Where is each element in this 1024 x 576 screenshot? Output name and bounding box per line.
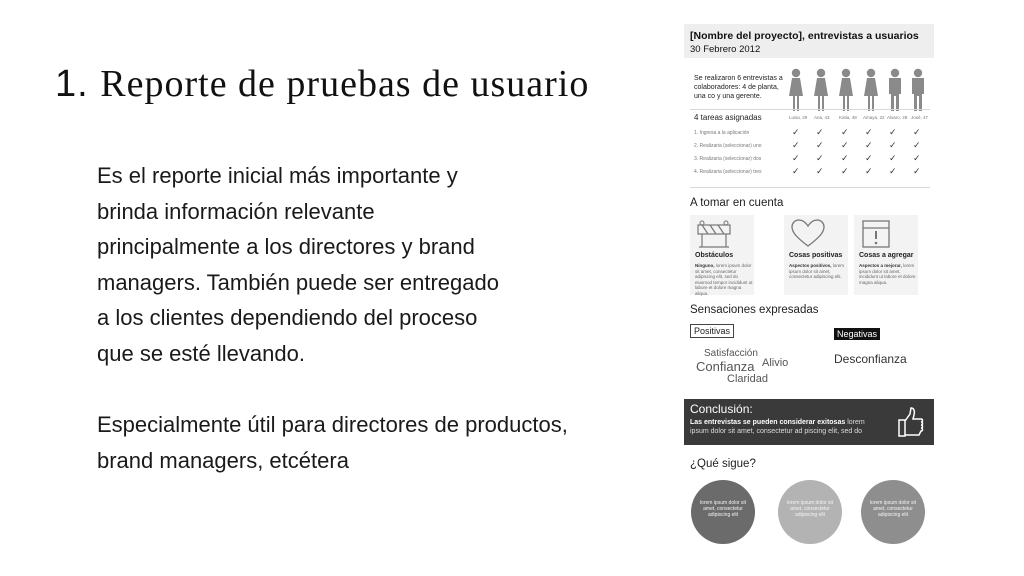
check-icon: ✓ xyxy=(841,153,849,163)
positive-word: Confianza xyxy=(696,359,755,374)
card-positive xyxy=(784,215,848,295)
report-date: 30 Febrero 2012 xyxy=(690,44,761,55)
participant-name: Katia, 48 xyxy=(839,115,857,120)
card-description: Aspectos positivos, lorem ipsum dolor sit amet, consectetur adipiscing elit. xyxy=(789,263,845,279)
check-icon: ✓ xyxy=(792,140,800,150)
check-icon: ✓ xyxy=(841,127,849,137)
conclusion-text: Las entrevistas se pueden considerar exitosas lorem ipsum dolor sit amet, consectetur ad piscing elit, sed do xyxy=(690,419,865,435)
report-mockup xyxy=(684,24,934,546)
card-title: Cosas a agregar xyxy=(859,252,914,259)
title-number: 1. xyxy=(55,63,89,105)
positive-tag: Positivas xyxy=(690,324,734,338)
check-icon: ✓ xyxy=(865,153,873,163)
check-icon: ✓ xyxy=(889,140,897,150)
check-icon: ✓ xyxy=(816,153,824,163)
participant-name: Amaya, 22 xyxy=(863,115,885,120)
body-line: que se esté llevando. xyxy=(97,340,305,366)
barrier-icon xyxy=(696,219,732,249)
check-icon: ✓ xyxy=(841,166,849,176)
body-line: Especialmente útil para directores de productos, xyxy=(97,412,568,437)
check-icon: ✓ xyxy=(889,127,897,137)
task-item: 4. Realizaria (seleccionar) tres xyxy=(694,169,762,175)
check-icon: ✓ xyxy=(865,166,873,176)
participant-name: Alvaro, 28 xyxy=(887,115,908,120)
card-title: Cosas positivas xyxy=(789,252,843,259)
body-line: brinda información relevante xyxy=(97,198,375,224)
body-line: managers. También puede ser entregado xyxy=(97,269,499,295)
negative-tag: Negativas xyxy=(834,328,880,340)
card-obstacles xyxy=(690,215,754,295)
participants-figures xyxy=(784,68,929,114)
check-icon: ✓ xyxy=(889,153,897,163)
check-icon: ✓ xyxy=(816,166,824,176)
check-icon: ✓ xyxy=(816,127,824,137)
man-icon xyxy=(908,68,928,112)
report-intro: Se realizaron 6 entrevistas a colaboradores: 4 de planta, una co y una gerente. xyxy=(694,75,783,100)
woman-icon xyxy=(836,68,856,112)
positive-word: Satisfacción xyxy=(704,348,758,359)
slide-title xyxy=(55,62,589,106)
conclusion-title: Conclusión: xyxy=(690,402,753,416)
conclusion-box xyxy=(684,399,934,445)
participant-name: Ana, 43 xyxy=(814,115,830,120)
check-icon: ✓ xyxy=(841,140,849,150)
heart-icon xyxy=(790,219,826,249)
next-step-text: lorem ipsum dolor sit amet, consectetur adipiscing elit xyxy=(869,500,917,518)
negative-word: Desconfianza xyxy=(834,352,907,366)
check-icon: ✓ xyxy=(865,140,873,150)
positive-word: Claridad xyxy=(727,373,768,385)
next-step-text: lorem ipsum dolor sit amet, consectetur adipiscing elit xyxy=(786,500,834,518)
check-icon: ✓ xyxy=(816,140,824,150)
divider xyxy=(690,109,930,110)
check-icon: ✓ xyxy=(913,166,921,176)
woman-icon xyxy=(786,68,806,112)
woman-icon xyxy=(811,68,831,112)
slide-body xyxy=(97,158,657,478)
card-add xyxy=(854,215,918,295)
report-header xyxy=(684,24,934,58)
next-step-circle xyxy=(778,480,842,544)
check-icon: ✓ xyxy=(913,127,921,137)
thumbs-up-icon xyxy=(896,406,924,438)
participant-name: José, 47 xyxy=(911,115,929,120)
body-line: brand managers, etcétera xyxy=(97,447,349,473)
note-alert-icon xyxy=(860,219,896,249)
body-line: a los clientes dependiendo del proceso xyxy=(97,305,478,330)
check-icon: ✓ xyxy=(792,166,800,176)
check-icon: ✓ xyxy=(889,166,897,176)
task-item: 2. Realizaria (seleccionar) uno xyxy=(694,143,762,149)
man-icon xyxy=(885,68,905,112)
participant-name: Luisa, 29 xyxy=(789,115,808,120)
tasks-label: 4 tareas asignadas xyxy=(694,113,762,122)
check-icon: ✓ xyxy=(865,127,873,137)
card-description: Aspectos a mejorar, lorem ipsum dolor sit amet, incididunt ut labore et dolore magna aliqua. xyxy=(859,263,916,285)
next-step-circle xyxy=(861,480,925,544)
woman-icon xyxy=(861,68,881,112)
body-line: principalmente a los directores y brand xyxy=(97,234,475,259)
check-icon: ✓ xyxy=(913,140,921,150)
next-step-text: lorem ipsum dolor sit amet, consectetur adipiscing elit xyxy=(699,500,747,518)
task-item: 1. Ingresa a la aplicación xyxy=(694,130,750,136)
divider xyxy=(690,187,930,188)
report-title: [Nombre del proyecto], entrevistas a usuarios xyxy=(690,30,919,42)
consider-title: A tomar en cuenta xyxy=(690,197,784,209)
check-icon: ✓ xyxy=(792,127,800,137)
check-icon: ✓ xyxy=(792,153,800,163)
positive-word: Alivio xyxy=(762,357,789,369)
body-line: Es el reporte inicial más importante y xyxy=(97,163,458,188)
card-title: Obstáculos xyxy=(695,252,734,259)
title-text: Reporte de pruebas de usuario xyxy=(100,63,590,105)
check-icon: ✓ xyxy=(913,153,921,163)
task-item: 3. Realizaria (seleccionar) dos xyxy=(694,156,762,162)
next-title: ¿Qué sigue? xyxy=(690,458,756,470)
feelings-title: Sensaciones expresadas xyxy=(690,304,819,316)
card-description: Ninguno, lorem ipsum dolor sit amet, consectetur adipiscing elit, sed do eiusmod tempor incididunt ut labore et dolore magna aliqua. xyxy=(695,263,753,296)
next-step-circle xyxy=(691,480,755,544)
